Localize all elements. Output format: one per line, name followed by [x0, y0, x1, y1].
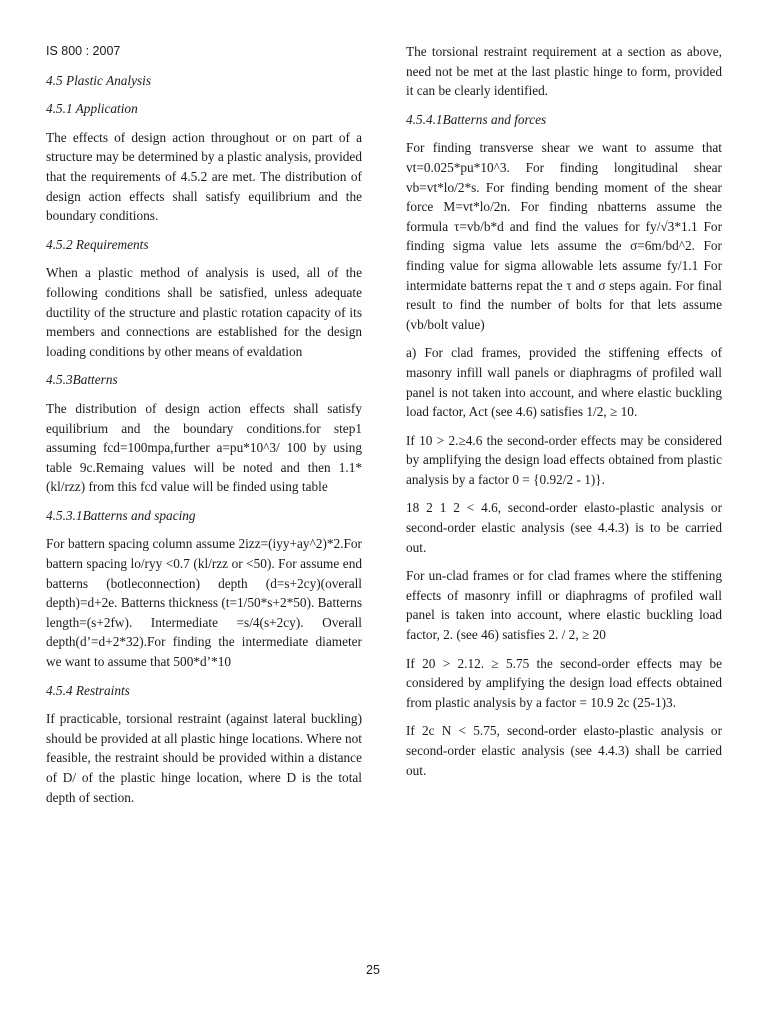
section-heading: 4.5.4 Restraints	[46, 682, 130, 698]
paragraph: The effects of design action throughout or on part of a structure may be determined by a plastic analysis, provided that the requirements of 4.5.2 are met. The distribution of design action effects shall satisfy equilibrium and the boundary conditions.	[46, 129, 362, 224]
section-heading: 4.5.2 Requirements	[46, 236, 149, 252]
paragraph: If 10 > 2.≥4.6 the second-order effects may be considered by amplifying the design load effects obtained from plastic analysis by a factor 0 = {0.92/2 - 1)}.	[406, 432, 722, 487]
right-column	[406, 42, 722, 789]
paragraph: If 2c N < 5.75, second-order elasto-plastic analysis or second-order elastic analysis (see 4.4.3) shall be carried out.	[406, 723, 722, 778]
paragraph: If 20 > 2.12. ≥ 5.75 the second-order effects may be considered by amplifying the design load effects obtained from plastic analysis by a factor = 10.9 2c (25-1)3.	[406, 655, 722, 710]
paragraph: For un-clad frames or for clad frames where the stiffening effects of masonry infill or diaphragms of profiled wall panel is taken into account, where elastic buckling load factor, 2. (see 46) satisfies 2. / 2, ≥ 20	[406, 568, 722, 643]
paragraph: For battern spacing column assume 2izz=(iyy+ay^2)*2.For battern spacing lo/ryy <0.7 (kl/rzz or <50). For assume end batterns (botleconnection) depth (d=s+2cy)(overall depth)=d+2e. Batterns thickness (t=1/50*s+2*50). Batterns length=(s+2fw). Intermediate =s/4(s+2cy). Overall depth(d’=d+2*32).For finding the intermediate diameter we want to assume that 500*d’*10	[46, 536, 362, 670]
paragraph: The distribution of design action effects shall satisfy equilibrium and the boundary conditions.for step1 assuming fcd=100mpa,further a=pu*10^3/ 100 by using table 9c.Remaing values will be noted and then 1.1*(kl/rzz) from this fcd value will be finded using table	[46, 400, 362, 495]
section-heading: 4.5.1 Application	[46, 101, 138, 117]
section-heading: 4.5.4.1Batterns and forces	[406, 111, 547, 127]
paragraph: For finding transverse shear we want to assume that vt=0.025*pu*10^3. For finding longitudinal shear vb=vt*lo/2*s. For finding bending moment of the shear force M=vt*lo/2n. For finding nbatterns assume the formula τ=vb/b*d and find the values for fy/√3*1.1 For finding sigma value lets assume the σ=6m/bd^2. For finding value for sigma allowable lets assume fy/1.1 For intermidate batterns repat the τ and σ steps again. For final result to find the number of bolts for that lets assume (vb/bolt value)	[406, 140, 722, 332]
left-column	[46, 42, 362, 816]
section-heading: 4.5 Plastic Analysis	[46, 72, 152, 88]
paragraph: 18 2 1 2 < 4.6, second-order elasto-plastic analysis or second-order elastic analysis (see 4.4.3) is to be carried out.	[406, 500, 722, 555]
page-number: 25	[366, 963, 380, 977]
standard-header: IS 800 : 2007	[46, 44, 121, 58]
paragraph: If practicable, torsional restraint (against lateral buckling) should be provided at all plastic hinge locations. Where not feasible, the restraint should be provided within a distance of D/ of the plastic hinge location, where D is the total depth of section.	[46, 711, 362, 805]
section-heading: 4.5.3.1Batterns and spacing	[46, 507, 196, 523]
paragraph: The torsional restraint requirement at a section as above, need not be met at the last plastic hinge to form, provided it can be clearly identified.	[406, 44, 722, 99]
paragraph: a) For clad frames, provided the stiffening effects of masonry infill wall panels or diaphragms of profiled wall panel is not taken into account, and where elastic buckling load factor, Act (see 4.6) satisfies 1/2, ≥ 10.	[406, 345, 722, 420]
section-heading: 4.5.3Batterns	[46, 372, 118, 388]
paragraph: When a plastic method of analysis is used, all of the following conditions shall be satisfied, unless adequate ductility of the structure and plastic rotation capacity of its members and connections are established for the design loading conditions by other means of evaldation	[46, 265, 362, 359]
